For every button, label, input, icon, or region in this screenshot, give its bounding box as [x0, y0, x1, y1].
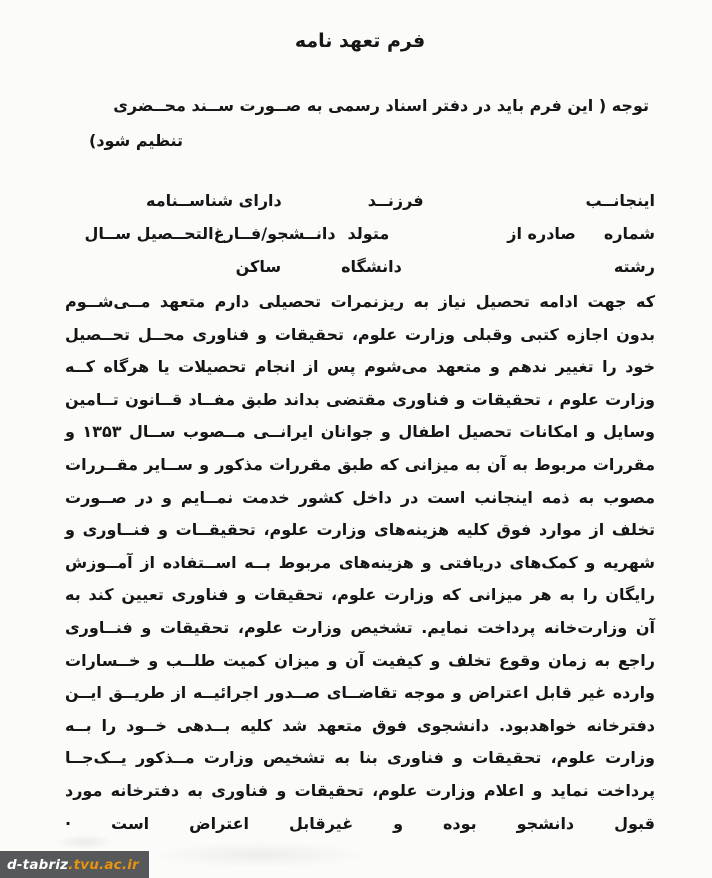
body-line: راجع به زمان وقوع تخلف و کیفیت آن و میزان کمیت طلــب و خــسارات [65, 650, 655, 670]
field-label-born: متولد [347, 224, 390, 243]
notary-note [65, 88, 655, 158]
notary-note-line-1: توجه ( این فرم باید در دفتر اسناد رسمی به صــورت ســند محــضری [113, 96, 649, 115]
body-line: تخلف از موارد فوق کلیه هزینه‌های وزارت علوم، تحقیقــات و فنــاوری و [65, 520, 655, 540]
notary-note-line-2: تنظیم شود) [89, 131, 184, 150]
blank-major-field [402, 271, 614, 272]
body-line: بدون اجازه کتبی وقبلی وزارت علوم، تحقیقات و فناوری محــل تحــصیل [65, 324, 655, 344]
field-label-holder-of-id: دارای شناســنامه [146, 191, 282, 210]
field-label-issued-from: صادره از [507, 224, 576, 243]
page-title: فرم تعهد نامه [294, 30, 426, 52]
commitment-body-paragraph [65, 286, 655, 840]
body-line: شهریه و کمک‌های دریافتی و هزینه‌های مربوط بــه اســتفاده از آمــوزش [65, 552, 655, 572]
site-watermark-badge [0, 851, 149, 878]
body-line: پرداخت نماید و اعلام وزارت علوم، تحقیقات و فناوری به دفترخانه مورد [65, 780, 655, 800]
personal-info-fields [65, 184, 655, 283]
field-label-major: رشته [613, 257, 655, 276]
body-line: آن وزارت‌خانه پرداخت نمایم. تشخیص وزارت علوم، تحقیقات و فنــاوری [65, 617, 655, 637]
body-line: مصوب به ذمه اینجانب است در داخل کشور خدمت نمــایم و در صــورت [65, 487, 655, 507]
field-label-undersigned: اینجانــب [585, 191, 655, 210]
body-line: وزارت علوم ، تحقیقات و فناوری مقتضی بداند طبق مفــاد قــانون تــامین [65, 389, 655, 409]
watermark-site-suffix: .tvu.ac.ir [68, 856, 139, 873]
scan-smudge [150, 842, 370, 868]
blank-id-number-field [576, 238, 604, 239]
body-line: خود را تغییر ندهم و متعهد می‌شوم پس از انجام تحصیلات یا هرگاه کــه [65, 357, 655, 377]
blank-name-field [424, 205, 586, 206]
field-row-name [65, 184, 655, 217]
blank-university-field [281, 271, 341, 272]
blank-birth-field [336, 238, 348, 239]
watermark-site-prefix: d-tabriz [7, 856, 69, 873]
field-label-child-of: فرزنــد [367, 191, 424, 210]
body-line: مقررات مربوط به آن به میزانی که طبق مقررات مذکور و ســایر مقــررات [65, 454, 655, 474]
body-line: قبول دانشجو بوده و غیرقابل اعتراض است · [65, 813, 655, 833]
blank-issue-place-field [389, 238, 507, 239]
body-line: دفترخانه خواهدبود. دانشجوی فوق متعهد شد کلیه بــدهی خــود را بــه [65, 715, 655, 735]
field-label-resident: ساکن [235, 257, 282, 276]
blank-father-name-field [282, 205, 368, 206]
body-line: وزارت علوم، تحقیقات و فناوری بنا به تشخیص وزارت مــذکور یــک‌جــا [65, 748, 655, 768]
body-line: رایگان را به هر میزانی که وزارت علوم، تحقیقات و فناوری تعیین کند به [65, 585, 655, 605]
field-label-university: دانشگاه [341, 257, 402, 276]
body-line: وارده غیر قابل اعتراض و موجه تقاضــای صــدور اجرائیــه از طریــق ایــن [65, 683, 655, 703]
field-row-study-details [65, 250, 655, 283]
body-line: که جهت ادامه تحصیل نیاز به ریزنمرات تحصیلی دارم متعهد مــی‌شــوم [65, 292, 655, 311]
field-row-id-details [65, 217, 655, 250]
field-label-student-graduate-year: دانــشجو/فــارغ‌التحــصیل ســال [84, 224, 336, 243]
body-line: وسایل و امکانات تحصیل اطفال و جوانان ایرانــی مــصوب ســال ۱۳۵۳ و [65, 422, 655, 442]
field-label-id-number: شماره [603, 224, 655, 243]
